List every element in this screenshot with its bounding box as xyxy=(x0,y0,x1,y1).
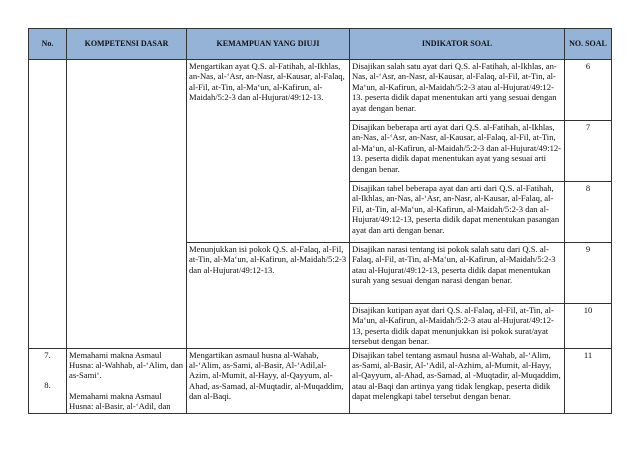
soal-number: 8 xyxy=(565,182,612,243)
soal-number: 9 xyxy=(565,243,612,304)
table-row xyxy=(29,348,612,413)
kompetensi-item: Memahami makna Asmaul Husna: al-Wahhab, al-‘Alim, dan as-Sami‘. xyxy=(69,349,184,381)
indikator-cell: Disajikan beberapa arti ayat dari Q.S. al-Fatihah, al-Ikhlas, an-Nas, al-‘Asr, an-Nasr, al-Kausar, al-Falaq, al-Fil, at-Tin, al-Ma‘un, al-Kafirun, al-Maidah/5:2-3 dan al-Hujurat/49:12-13. peserta didik dapat menentukan ayat yang sesuai arti dengan benar. xyxy=(350,121,565,182)
soal-number: 10 xyxy=(565,304,612,349)
kemampuan-cell: Menunjukkan isi pokok Q.S. al-Falaq, al-Fil, at-Tin, al-Ma‘un, al-Kafirun, al-Maidah/5:2-3 dan al-Hujurat/49:12-13. xyxy=(187,243,350,349)
table-row xyxy=(29,60,612,121)
soal-number: 6 xyxy=(565,60,612,121)
kompetensi-cell xyxy=(67,60,187,349)
kemampuan-cell: Mengartikan asmaul husna al-Wahab, al-‘Alim, as-Sami, al-Basir, Al-‘Adil,al-Azim, al-Mumit, al-Hayy, al-Qayyum, al-Ahad, as-Samad, al-Muqtadir, al-Muqaddim, dan al-Baqi. xyxy=(187,348,350,413)
header-no: No. xyxy=(29,29,67,60)
soal-number: 11 xyxy=(565,348,612,413)
indikator-cell: Disajikan narasi tentang isi pokok salah satu dari Q.S. al-Falaq, al-Fil, at-Tin, al-Ma‘un, al-Kafirun, al-Maidah/5:2-3 atau al-Hujurat/49:12-13, peserta didik dapat menentukan surah yang sesuai dengan narasi dengan benar. xyxy=(350,243,565,304)
kompetensi-cell xyxy=(67,348,187,413)
header-indikator: INDIKATOR SOAL xyxy=(350,29,565,60)
header-kemampuan: KEMAMPUAN YANG DIUJI xyxy=(187,29,350,60)
header-kompetensi: KOMPETENSI DASAR xyxy=(67,29,187,60)
indikator-cell: Disajikan salah satu ayat dari Q.S. al-Fatihah, al-Ikhlas, an-Nas, al-‘Asr, an-Nasr, al-Kausar, al-Falaq, al-Fil, at-Tin, al-Ma‘un, al-Kafirun, al-Maidah/5:2-3 atau al-Hujurat/49:12-13. peserta didik dapat menentukan arti yang sesuai dengan ayat dengan benar. xyxy=(350,60,565,121)
kisi-kisi-table xyxy=(28,28,612,414)
indikator-cell: Disajikan tabel tentang asmaul husna al-Wahab, al-‘Alim, as-Sami, al-Basir, Al-‘Adil, al-Azhim, al-Mumit, al-Hayy, al-Qayyum, al-Ahad, as-Samad, al -Muqtadir, al-Muqaddim, atau al-Baqi dan artinya yang tidak lengkap, peserta didik dapat melengkapi tabel tersebut dengan benar. xyxy=(350,348,565,413)
kemampuan-cell: Mengartikan ayat Q.S. al-Fatihah, al-Ikhlas, an-Nas, al-‘Asr, an-Nasr, al-Kausar, al-Falaq, al-Fil, at-Tin, al-Ma‘un, al-Kafirun, al-Maidah/5:2-3 dan al-Hujurat/49:12-13. xyxy=(187,60,350,243)
no-cell xyxy=(29,60,67,349)
header-nosoal: NO. SOAL xyxy=(565,29,612,60)
indikator-cell: Disajikan tabel beberapa ayat dan arti dari Q.S. al-Fatihah, al-Ikhlas, an-Nas, al-‘Asr, an-Nasr, al-Kausar, al-Falaq, al-Fil, at-Tin, al-Ma‘un, al-Kafirun, al-Maidah/5:2-3 dan al-Hujurat/49:12-13, peserta didik dapat menentukan pasangan ayat dan arti dengan benar. xyxy=(350,182,565,243)
indikator-cell: Disajikan kutipan ayat dari Q.S. al-Falaq, al-Fil, at-Tin, al-Ma‘un, al-Kafirun, al-Maidah/5:2-3 atau al-Hujurat/49:12-13, peserta didik dapat menunjukkan isi pokok surat/ayat tersebut dengan benar. xyxy=(350,304,565,349)
kompetensi-item: Memahami makna Asmaul Husna: al-Basir, al-‘Adil, dan xyxy=(69,390,171,412)
header-row xyxy=(29,29,612,60)
soal-number: 7 xyxy=(565,121,612,182)
no-cell xyxy=(29,348,67,413)
no-item: 8. xyxy=(44,380,51,391)
no-item: 7. xyxy=(44,349,51,360)
